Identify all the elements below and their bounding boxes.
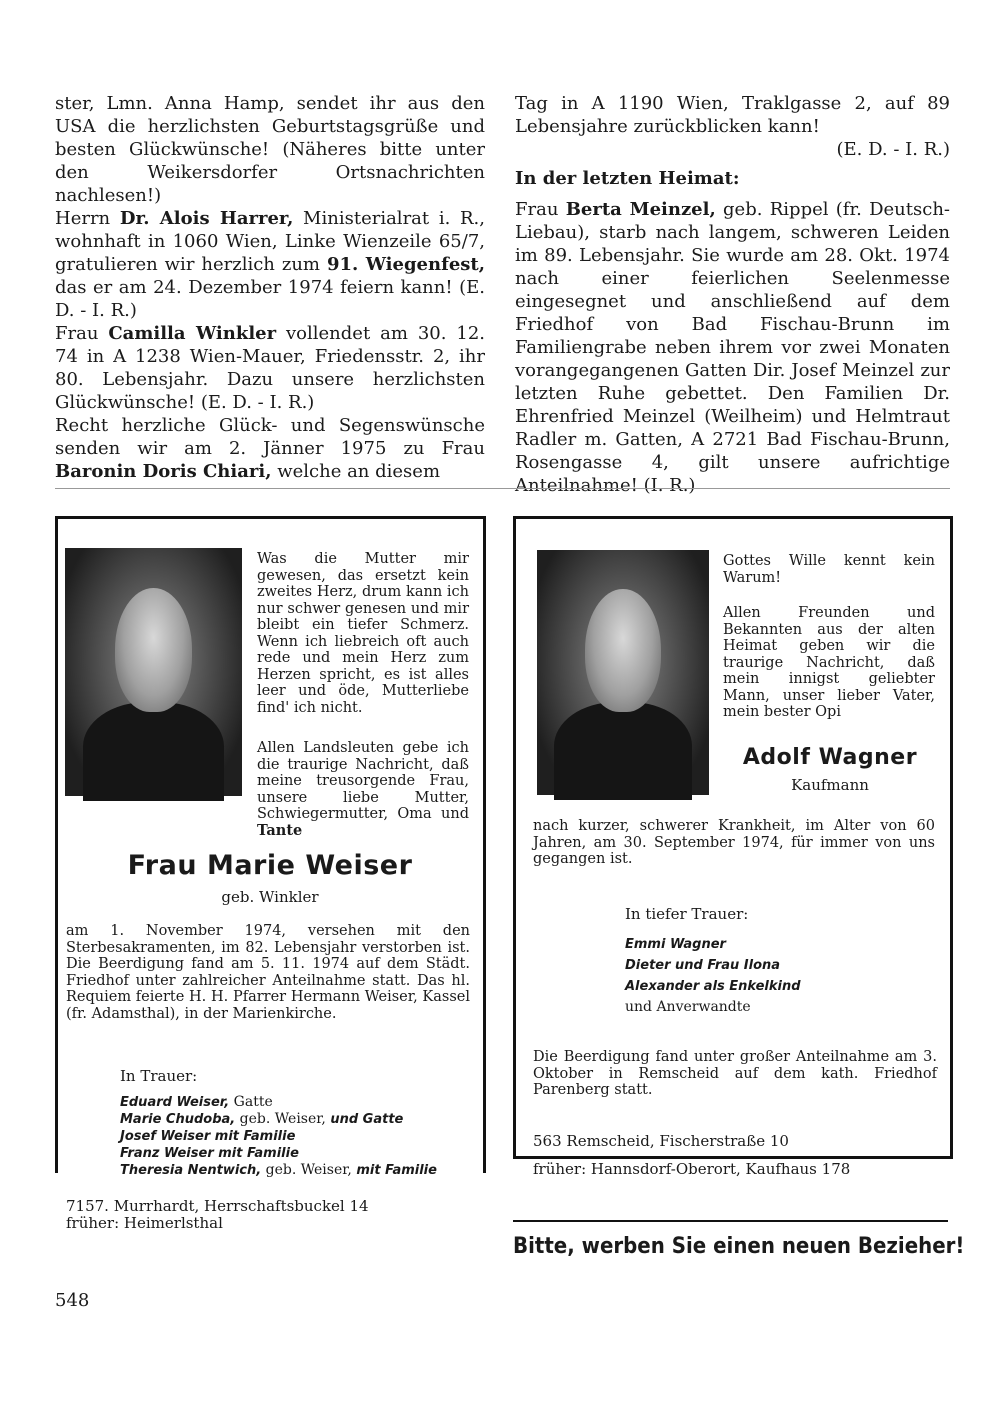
paragraph-winkler	[55, 322, 485, 414]
person-name: Dr. Alois Harrer,	[119, 208, 294, 229]
maiden-name: geb. Winkler	[221, 888, 319, 906]
text: Frau	[55, 323, 109, 344]
text: das er am 24. Dezember 1974 feiern kann! (E. D. - I. R.)	[55, 277, 485, 321]
address-line: früher: Hannsdorf-Oberort, Kaufhaus 178	[533, 1160, 851, 1178]
portrait-body	[554, 702, 692, 800]
text: welche an diesem	[271, 461, 441, 482]
text: Herrn	[55, 208, 120, 229]
mourner-name: Franz Weiser mit Familie	[120, 1146, 299, 1161]
text: Recht herzliche Glück- und Segenswünsche senden wir am 2. Jänner 1975 zu Frau	[55, 415, 485, 459]
deceased-name: Frau Marie Weiser	[127, 850, 413, 881]
mourner-name: und Anverwandte	[625, 999, 751, 1015]
address-line: früher: Heimerlsthal	[66, 1214, 223, 1232]
portrait-photo-weiser	[65, 548, 242, 796]
occupation: Kaufmann	[791, 776, 869, 794]
mourner-name: Emmi Wagner	[625, 937, 726, 952]
mourner	[120, 1145, 437, 1162]
text: Allen Landsleuten gebe ich die traurige Nachricht, daß meine treusorgende Frau, unsere liebe Mutter, Schwiegermutter, Oma und	[257, 740, 469, 822]
mourner-name: Theresia Nentwich,	[120, 1163, 262, 1178]
text: Ministerialrat i. R., wohnhaft in 1060 Wien, Linke Wienzeile 65/7, gratulieren wir herzlich zum	[55, 208, 486, 275]
mourner-name: Josef Weiser mit Familie	[120, 1129, 296, 1144]
text: geb. Rippel (fr. Deutsch-Liebau), starb nach langem, schweren Leiden im 89. Lebensjahr. Sie wurde am 28. Okt. 1974 nach einer feierlichen Seelenmesse eingesegnet und anschließend auf dem Friedhof von Bad Fischau-Brunn im Familiengrabe neben ihrem vor zwei Monaten vorangegangenen Gatten Dir. Josef Meinzel zur letzten Ruhe gebettet. Den Familien Dr. Ehrenfried Meinzel (Weilheim) und Helmtraut Radler m. Gatten, A 2721 Bad Fischau-Brunn, Rosengasse 4, gilt unsere aufrichtige Anteilnahme! (I. R.)	[515, 199, 950, 496]
person-name: Baronin Doris Chiari,	[55, 461, 272, 482]
address-line: 7157. Murrhardt, Herrschaftsbuckel 14	[66, 1197, 369, 1215]
mourner	[120, 1162, 437, 1179]
emphasis: 91. Wiegenfest,	[326, 254, 485, 275]
announcement	[257, 740, 469, 839]
deceased-name: Adolf Wagner	[742, 745, 918, 770]
person-name: Berta Meinzel,	[565, 199, 716, 220]
portrait-body	[83, 702, 225, 801]
paragraph-harrer	[55, 207, 485, 322]
text: geb. Weiser,	[261, 1162, 357, 1178]
section-heading: In der letzten Heimat:	[515, 168, 740, 189]
text: Frau	[515, 199, 566, 220]
portrait-face	[585, 589, 661, 712]
portrait-photo-wagner	[537, 550, 709, 795]
death-notice-text: nach kurzer, schwerer Krankheit, im Alter von 60 Jahren, am 30. September 1974, für immer von uns gegangen ist.	[533, 818, 935, 867]
mourner-suffix: mit Familie	[356, 1163, 437, 1178]
advertisement: Bitte, werben Sie einen neuen Bezieher!	[513, 1233, 965, 1259]
poem: Was die Mutter mir gewesen, das ersetzt kein zweites Herz, drum kann ich nur schwer genesen und mir bleibt ein tiefer Schmerz. Wenn ich liebreich oft auch rede und mein Herz zum Herzen spricht, es ist alles leer und öde, Mutterliebe find' ich nicht.	[257, 551, 469, 716]
text: vollendet am 30. 12. 74 in A 1238 Wien-Mauer, Friedensstr. 2, ihr 80. Lebensjahr. Dazu unsere herzlichsten Glückwünsche! (E. D. - I. R.)	[55, 323, 485, 413]
mourner	[120, 1128, 437, 1145]
page-number: 548	[55, 1290, 90, 1311]
mourner	[120, 1111, 437, 1128]
mourning-label: In tiefer Trauer:	[625, 905, 749, 923]
divider	[513, 1220, 948, 1222]
mourner-name: Alexander als Enkelkind	[625, 979, 801, 994]
mourner-name: Marie Chudoba,	[120, 1112, 236, 1127]
divider	[55, 488, 950, 489]
death-notice-text: am 1. November 1974, versehen mit den Sterbesakramenten, im 82. Lebensjahr verstorben ist. Die Beerdigung fand am 5. 11. 1974 auf dem Städt. Friedhof unter zahlreicher Anteilnahme statt. Das hl. Requiem feierte H. H. Pfarrer Hermann Weiser, Kassel (fr. Adamsthal), in der Marienkirche.	[66, 923, 470, 1022]
mourner-suffix: und Gatte	[330, 1112, 404, 1127]
signature: (E. D. - I. R.)	[836, 139, 950, 160]
mourner	[120, 1094, 437, 1111]
address	[66, 1198, 369, 1232]
announcement: Allen Freunden und Bekannten aus der alten Heimat geben wir die traurige Nachricht, daß mein innigst geliebter Mann, unser lieber Vater, mein bester Opi	[723, 605, 935, 720]
motto: Gottes Wille kennt kein Warum!	[723, 553, 935, 586]
paragraph-hamp: ster, Lmn. Anna Hamp, sendet ihr aus den USA die herzlichsten Geburtstagsgrüße und besten Glückwünsche! (Näheres bitte unter den Weikersdorfer Ortsnachrichten nachlesen!)	[55, 93, 485, 206]
paragraph-chiari-cont: Tag in A 1190 Wien, Traklgasse 2, auf 89 Lebensjahre zurückblicken kann!	[515, 93, 950, 137]
paragraph-meinzel	[515, 198, 950, 497]
person-name: Camilla Winkler	[108, 323, 277, 344]
mourners-list	[625, 934, 801, 1018]
address	[533, 1127, 850, 1183]
emphasis: Tante	[257, 821, 303, 839]
column-left	[55, 92, 485, 483]
mourning-label: In Trauer:	[120, 1067, 198, 1085]
mourner-name: Dieter und Frau Ilona	[625, 958, 781, 973]
text: Gatte	[229, 1094, 273, 1110]
mourner-name: Eduard Weiser,	[120, 1095, 230, 1110]
text: geb. Weiser,	[235, 1111, 331, 1127]
paragraph-chiari	[55, 414, 485, 483]
portrait-face	[115, 588, 193, 712]
funeral-text: Die Beerdigung fand unter großer Anteilnahme am 3. Oktober in Remscheid auf dem kath. Friedhof Parenberg statt.	[533, 1049, 937, 1098]
address-line: 563 Remscheid, Fischerstraße 10	[533, 1132, 789, 1150]
column-right	[515, 92, 950, 497]
mourners-list	[120, 1094, 437, 1179]
